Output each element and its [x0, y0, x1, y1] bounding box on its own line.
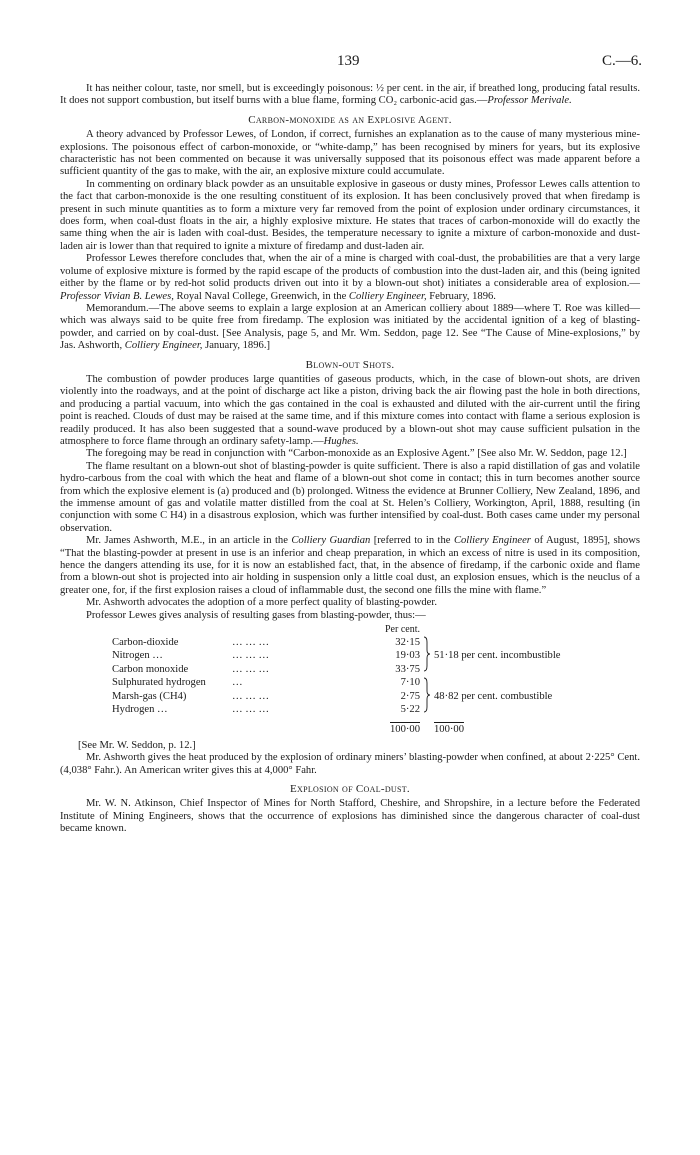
- leader-dots: … … …: [232, 663, 270, 675]
- gas-name: Nitrogen …: [112, 650, 163, 662]
- paragraph-text: January, 1896.]: [202, 340, 271, 352]
- paragraph-text: February, 1896.: [426, 290, 496, 302]
- paragraph: The foregoing may be read in conjunction with “Carbon-monoxide as an Explosive Agent.” [See also Mr. W. Seddon, page 12.]: [86, 448, 627, 460]
- leader-dots: … … …: [232, 637, 270, 648]
- paragraph-text: of August, 1895], shows “That the blasting-powder at present in use is an inferior and cheap preparation, in which an excess of nitre is used in its composition, hence the dangers attending its use, for it is now an established fact, that, in the absence of firedamp, if the carbonic oxide and flame from a blown-out shot is projected into air holding in suspension only a little coal dust, an explosion ensues, which is the neuclus of a greater one, for, if the first explosion raises a cloud of inflammable dust, the second one fills the mine with flame.”: [60, 535, 640, 596]
- gas-value: 2·75: [400, 690, 420, 702]
- gas-name: Carbon monoxide: [112, 663, 189, 675]
- paragraph: [See Mr. W. Seddon, p. 12.]: [78, 739, 196, 751]
- total-value: 100·00: [434, 724, 465, 736]
- intro-paragraph: [60, 83, 640, 108]
- group-note: 51·18 per cent. incombustible: [434, 650, 561, 662]
- gas-value: 32·15: [395, 637, 420, 648]
- paragraph-text: Memorandum.—The above seems to explain a large explosion at an American colliery about 1889—where T. Roe was killed—which was always said to be quite free from firedamp. The explosion was initiated by the accidental ignition of a keg of blasting-powder, and carried on by coal-dust. [See Analysis, page 5, and Mr. Wm. Seddon, page 12. See “The Cause of Mine-explosions,” by Jas. Ashworth,: [60, 302, 640, 352]
- memorandum-paragraph: [60, 303, 640, 353]
- citation-author: Professor Vivian B. Lewes,: [60, 290, 174, 302]
- citation-author: Hughes.: [323, 435, 359, 447]
- paragraph: Mr. Ashworth gives the heat produced by the explosion of ordinary miners’ blasting-powder when confined, at about 2·225° Cent. (4,038° Fahr.). An American writer gives this at 4,000° Fahr.: [60, 752, 640, 776]
- paragraph: Professor Lewes gives analysis of resulting gases from blasting-powder, thus:—: [86, 609, 426, 621]
- paragraph: Mr. Ashworth advocates the adoption of a more perfect quality of blasting-powder.: [86, 597, 437, 609]
- citation-journal: Colliery Engineer,: [124, 340, 203, 352]
- group-note: 48·82 per cent. combustible: [434, 690, 553, 702]
- leader-dots: …: [232, 677, 243, 689]
- table-row: [112, 677, 561, 690]
- document-reference: C.—6.: [601, 53, 642, 69]
- gas-name: Carbon-dioxide: [112, 637, 179, 648]
- section-heading-blown-out-shots: Blown-out Shots.: [305, 358, 395, 371]
- brace-icon: [420, 677, 434, 717]
- gas-value: 7·10: [400, 677, 420, 689]
- total-value: 100·00: [389, 724, 420, 736]
- leader-dots: … … …: [232, 650, 270, 662]
- paragraph-text: Professor Lewes therefore concludes that, when the air of a mine is charged with coal-dust, the probabilities are that a very large volume of explosive mixture is formed by the rapid escape of the products of combustion into the dust-laden air, and this (being ignited either by the flame or by red-hot solid products driven out into it by a blown-out shot) initiates a considerable area of explosion.—: [60, 253, 640, 290]
- paragraph-text: Mr. James Ashworth, M.E., in an article in the: [86, 535, 292, 547]
- unit-label: Per cent.: [385, 624, 420, 636]
- table-row: [112, 636, 561, 649]
- gas-name: Hydrogen …: [112, 704, 168, 716]
- brace-icon: [420, 636, 434, 676]
- citation-journal: Colliery Engineer,: [348, 290, 427, 302]
- gas-analysis-table: [112, 624, 561, 737]
- gas-value: 5·22: [400, 704, 420, 716]
- page-number: 139: [337, 53, 360, 69]
- paragraph: In commenting on ordinary black powder as an unsuitable explosive in gaseous or dusty mines, Professor Lewes calls attention to the fact that carbon-monoxide is the one resulting constituent of its explosion. It has been conclusively proved that when firedamp is present in such minute quantities as to form a mixture very far removed from the point of explosion under ordinary circumstances, it does form, when coal-dust floats in the air, a highly explosive mixture. He states that traces of carbon-monoxide will do exactly the same thing when the air is laden with coal-dust. Besides, the temperature necessary to ignite a mixture of carbon-monoxide and dust-laden air is lower than that required to ignite a mixture of firedamp and dust-laden air.: [60, 178, 640, 252]
- gas-name: Sulphurated hydrogen: [112, 677, 206, 689]
- leader-dots: … … …: [232, 690, 270, 702]
- paragraph: [60, 253, 640, 303]
- paragraph: The flame resultant on a blown-out shot of blasting-powder is quite sufficient. There is also a rapid distillation of gas and volatile hydro-carbous from the coal with which the heat and flame of a blown-out shot come in contact; this in turn becomes another source from which the explosive element is (a) produced and (b) prolonged. Witness the evidence at Brunner Colliery, New Zealand, 1896, and the immense amount of gas and volatile matter distilled from the coal at St. Helen’s Colliery, Workington, April, 1888, resulting (in conjunction with some C H4) in a disastrous explosion, which was further intensified by coal-dust. Both cases came under my personal observation.: [60, 460, 640, 534]
- paragraph: A theory advanced by Professor Lewes, of London, if correct, furnishes an explanation as to the cause of many mysterious mine-explosions. The poisonous effect of carbon-monoxide, or “white-damp,” has been recognised by miners for years, but its explosive characteristic has not been commented on because it was universally supposed that its poisonous effect was made apparent before a sufficient quantity of the gas to make, with the air, an explosive mixture could accumulate.: [60, 129, 640, 178]
- page-body: [60, 83, 640, 836]
- intro-text: It has neither colour, taste, nor smell, but is exceedingly poisonous: ½ per cent. in the air, if breathed long, producing fatal results. It does not support combustion, but itself burns with a blue flame, forming CO₂ carbonic-acid gas.—: [60, 83, 640, 107]
- leader-dots: … … …: [232, 704, 270, 716]
- citation-journal: Colliery Guardian: [291, 535, 371, 547]
- citation-journal: Colliery Engineer: [453, 535, 531, 547]
- paragraph: [60, 535, 640, 597]
- paragraph-text: Royal Naval College, Greenwich, in the: [173, 290, 349, 302]
- section-heading-coal-dust: Explosion of Coal-dust.: [290, 782, 410, 795]
- paragraph-text: [referred to in the: [370, 535, 454, 547]
- section-heading-carbon-monoxide: Carbon-monoxide as an Explosive Agent.: [248, 113, 452, 126]
- paragraph: Mr. W. N. Atkinson, Chief Inspector of Mines for North Stafford, Cheshire, and Shropshire, in a lecture before the Federated Institute of Mining Engineers, shows that the occurrence of explosions has diminished since the dangerous character of coal-dust became known.: [60, 798, 640, 835]
- table-total-row: [112, 717, 561, 736]
- gas-value: 33·75: [395, 663, 420, 675]
- intro-author: Professor Merivale.: [487, 95, 572, 107]
- gas-name: Marsh-gas (CH4): [112, 690, 187, 702]
- paragraph-text: The combustion of powder produces large quantities of gaseous products, which, in the case of blown-out shots, are driven violently into the roadways, and at the point of discharge act like a piston, driving back the air flowing past the hole in both directions, and producing a partial vacuum, into which the gas contained in the coal is exhausted and diluted with the air-current until the firing point is reached. Clouds of dust may be raised at the same time, and if this mixture comes into contact with flame a serious explosion is readily produced. It has also been suggested that a sound-wave produced by a blown-out shot may cause sufficient pulsation in the atmosphere to force flame through an ordinary safety-lamp.—: [60, 373, 640, 447]
- paragraph: [60, 374, 640, 448]
- table-header-row: [112, 624, 561, 636]
- gas-value: 19·03: [395, 650, 420, 662]
